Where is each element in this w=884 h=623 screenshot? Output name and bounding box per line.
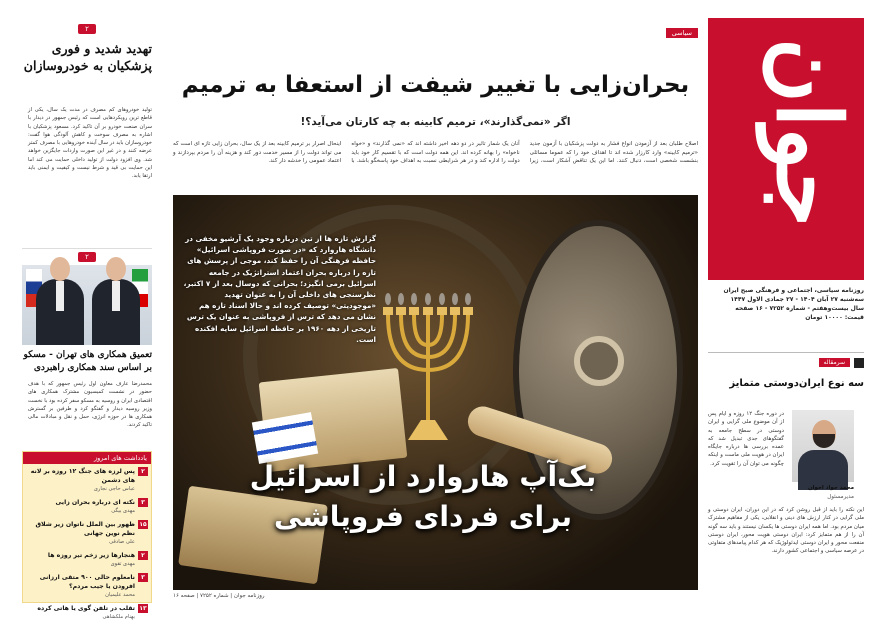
left-headline[interactable]: تهدید شدید و فوری پزشکیان به خودروسازان	[23, 41, 152, 73]
author-photo	[792, 410, 854, 482]
editorial-body-2: این نکته را باید از قبل روشن کرد که در این دوران، ایران دوستی و ملی گرایی در کنار ارزش های دینی و انقلابی، یکی از مفاهیم مشترک میان مردم بود. اما همه ایران دوستی ها یکسان نیستند و باید سه گونه آن را از هم متمایز کرد: ایران دوستی هویت محور، ایران دوستی منفعت محور و ایران دوستی ایدئولوژیک که هر کدام پیامدهای متفاوتی در عرصه سیاسی و اجتماعی کشور دارند.	[708, 507, 864, 555]
editorial-kicker: سرمقاله	[819, 358, 850, 367]
main-headline[interactable]: بحران‌زایی با تغییر شیفت از استعفا به ترمیم	[181, 72, 690, 98]
masthead-logo[interactable]	[708, 18, 864, 280]
left-subheadline[interactable]: تعمیق همکاری های تهران - مسکو بر اساس سند همکاری راهبردی	[23, 350, 152, 373]
editorial-body: در دوره جنگ ۱۲ روزه و ایام پس از آن موضوع ملی گرایی و ایران دوستی در سطح جامعه به گفتگوهای جدی تبدیل شد که عمده بررسی ها درباره جایگاه ایران در هویت ملی ماست و اینکه چگونه می توان آن را تقویت کرد.	[708, 411, 784, 467]
footer-caption: روزنامه جوان | شماره ۷۲۵۲ | صفحه ۱۶	[173, 593, 265, 599]
hero-title-line-1: بک‌آپ هاروارد از اسرائیل	[249, 460, 597, 493]
author-name: محمد جواد اخوان	[807, 485, 854, 491]
editorial-title[interactable]: سه نوع ایران‌دوستی متمایز	[729, 378, 864, 389]
person-figure	[92, 279, 140, 345]
main-subheadline: اگر «نمی‌گذارند»، ترمیم کابینه به چه کارتان می‌آید؟!	[300, 116, 571, 128]
hero-title[interactable]	[213, 457, 633, 537]
list-item[interactable]: ۲ پس لرزه های جنگ ۱۲ روزه بر لانه های دشمن عباس حاجی نجاری	[23, 464, 151, 495]
hero-title-line-2: برای فردای فروپاشی	[273, 500, 573, 533]
list-item[interactable]: ۳ نامعلوم حالی ۹۰۰ متقی ارزانی افرودن یا جیب مردم؟ محمد علیمیان	[23, 570, 151, 601]
box-title: یادداشت های امروز	[23, 452, 151, 464]
logo-text: جوان	[757, 38, 861, 227]
person-figure	[36, 279, 84, 345]
right-column	[708, 18, 864, 593]
left-article-body: تولید خودروهای کم مصرف در مدت یک سال، یکی از قاطع ترین رویکردهایی است که رئیس جمهور در دیدار با سران صنعت خودرو بر آن تاکید کرد. مسعود پزشکیان با اشاره به مصرف سوخت و کاهش آلودگی هوا گفت: خودروسازان باید در سال آینده خودروهایی با مصرف کمتر عرضه کنند و در غیر این صورت واردات جایگزین خواهد شد. وی افزود دولت از تولید داخلی حمایت می کند اما این حمایت بی قید و شرط نیست و کیفیت و ایمنی باید ارتقا یابد.	[28, 107, 152, 180]
hero-article-text: گزارش تازه ها از تین درباره وجود یک آرشیو مخفی در دانشگاه هاروارد که «در صورت فروپاشی اسرائیل» حافظه فرهنگی آن را حفظ کند، موجی از پرسش های تازه را درباره بحران اعتماد استراتژیک در جامعه اسرائیل برمی انگیزد؛ بحرانی که دوسال بعد از ۷ اکتبر، نظرسنجی های داخلی آن را به عنوان تهدید «موجودیتی» توصیف کرده اند و حالا اسناد تازه هم نشان می دهد که ترس از فروپاشی به عنوان یک ترس تاریخی از دهه ۱۹۶۰ بر حافظه اسرائیل سایه افکنده است.	[183, 234, 376, 344]
editorial-icon	[854, 358, 864, 368]
list-item[interactable]: ۱۵ ظهور بین الملل ناتوان زیر شلاق نظم نوین جهانی علی صادقی	[35, 521, 147, 545]
divider	[22, 248, 152, 249]
main-column	[173, 18, 698, 599]
hero-image[interactable]	[173, 195, 698, 590]
todays-notes-box	[22, 451, 152, 620]
section-kicker: سیاسی	[666, 28, 698, 38]
author-role: مدیرمسئول	[827, 494, 854, 500]
lead-article: اصلاح طلبان بعد از آزمودن انواع فشار به دولت پزشکیان با آزمون جدید «ترمیم کابینه» وارد کارزار شده اند تا اهداف خود را که عموما مسائلی بنشست شخصی است، دنبال کنند. اما این یک تناقض آشکار است، زیرا آنان یک شمار تاثیر در دو دهه اخیر داشته اند که «نمی گذارند» و «خواه ناخواه» را بهانه کرده اند. این همه دولت است که با تقسیم کار خود باید دولت را اداره کند و در هر شرایطی نسبت به اهداف خود پاسخگو باشد. با اینحال اصرار بر ترمیم کابینه بعد از یک سال، بحران زایی تازه ای است که می تواند دولت را از مسیر خدمت دور کند و هزینه آن را مردم بپردازند و اعتماد عمومی را خدشه دار کند.	[173, 141, 698, 165]
list-item[interactable]: ۲ هنجارها زیر زخم تیر روزه ها مهدی تقوی	[23, 548, 151, 570]
masthead-info: روزنامه سیاسی، اجتماعی و فرهنگی صبح ایران سه‌شنبه ۲۷ آبان ۱۴۰۴ - ۲۷ جمادی الاول ۱۴۴۷ سال بیست‌وهفتم - شماره ۷۲۵۲ - ۱۶ صفحه قیمت: ۱۰۰۰۰ تومان	[723, 287, 864, 321]
meeting-photo	[22, 265, 152, 345]
list-item[interactable]: ۱۳ تقلب در تلفن گوی یا هاتی کرده بهنام ملکشاهی	[37, 605, 147, 620]
divider	[708, 352, 864, 353]
page-number-badge-2: ۲	[78, 252, 96, 262]
left-column	[22, 18, 152, 620]
page-number-badge: ۲	[78, 24, 96, 34]
menorah-icon	[373, 295, 483, 445]
left-article-body-2: محمدرضا عارف معاون اول رئیس جمهور که با هدف حضور در نشست کمیسیون مشترک همکاری های اقتصادی ایران و روسیه به مسکو سفر کرده بود با نخست وزیر روسیه دیدار و گفتگو کرد و طرفین بر گسترش همکاری ها در حوزه انرژی، حمل و نقل و مبادلات مالی تاکید کردند.	[28, 381, 152, 429]
list-item[interactable]: ۳ نکته ای درباره بحران زایی مهدی بیگی	[23, 495, 151, 517]
